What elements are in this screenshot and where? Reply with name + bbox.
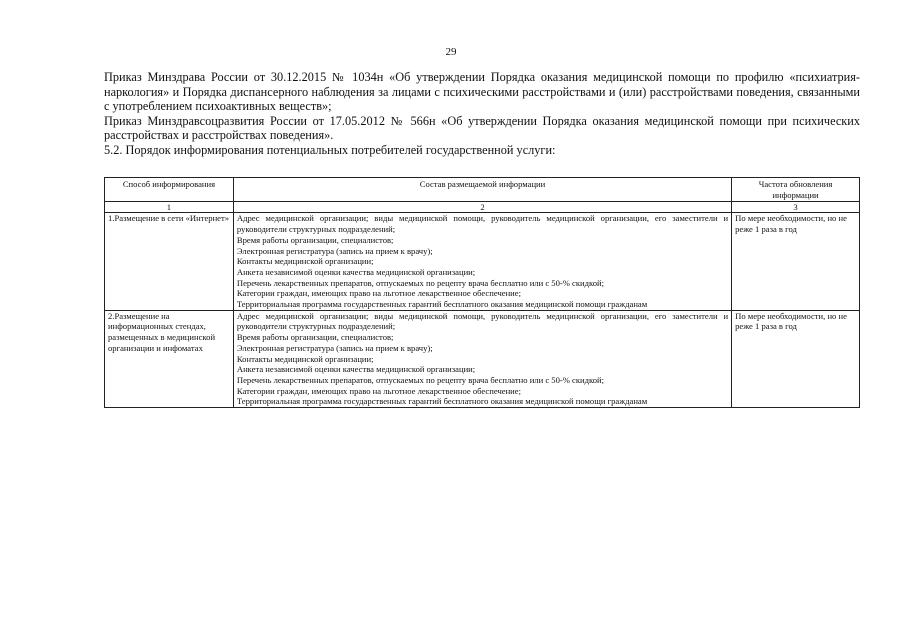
list-item: Контакты медицинской организации; xyxy=(236,256,374,267)
page-number: 29 xyxy=(445,46,457,58)
list-item: Категории граждан, имеющих право на льготное лекарственное обеспечение; xyxy=(236,385,521,396)
list-item: Анкета независимой оценки качества медицинской организации; xyxy=(236,364,476,375)
list-item: Территориальная программа государственных гарантий бесплатного оказания медицинской помощи гражданам xyxy=(236,396,648,407)
content-cell xyxy=(233,310,731,407)
table-row xyxy=(105,213,860,310)
frequency-cell: По мере необходимости, но не реже 1 раза в год xyxy=(732,213,860,310)
content-cell xyxy=(233,213,731,310)
list-item: Адрес медицинской организации; виды медицинской помощи, руководитель медицинской организации, его заместители и руководители структурных подразделений; xyxy=(236,213,729,235)
list-item: Территориальная программа государственных гарантий бесплатного оказания медицинской помощи гражданам xyxy=(236,299,648,310)
list-item: Перечень лекарственных препаратов, отпускаемых по рецепту врача бесплатно или с 50-% скидкой; xyxy=(236,374,605,385)
list-item: Категории граждан, имеющих право на льготное лекарственное обеспечение; xyxy=(236,288,521,299)
table-header-row xyxy=(105,178,860,202)
list-item: Электронная регистратура (запись на прием к врачу); xyxy=(236,342,433,353)
method-cell: 1.Размещение в сети «Интернет» xyxy=(105,213,234,310)
document-body xyxy=(104,70,860,158)
list-item: Перечень лекарственных препаратов, отпускаемых по рецепту врача бесплатно или с 50-% скидкой; xyxy=(236,277,605,288)
header-method: Способ информирования xyxy=(105,178,234,202)
column-number: 3 xyxy=(732,202,860,213)
column-number-row xyxy=(105,202,860,213)
list-item: Адрес медицинской организации; виды медицинской помощи, руководитель медицинской организации, его заместители и руководители структурных подразделений; xyxy=(236,310,729,332)
method-cell: 2.Размещение на информационных стендах, размещенных в медицинской организации и инфоматах xyxy=(105,310,234,407)
header-frequency: Частота обновления информации xyxy=(732,178,860,202)
column-number: 2 xyxy=(233,202,731,213)
informing-procedure-table xyxy=(104,177,860,408)
column-number: 1 xyxy=(105,202,234,213)
order-reference-1034n: Приказ Минздрава России от 30.12.2015 № 1034н «Об утверждении Порядка оказания медицинской помощи по профилю «психиатрия-наркология» и Порядка диспансерного наблюдения за лицами с психическими расстройствами и (или) расстройствами поведения, связанными с употреблением психоактивных веществ»; xyxy=(104,70,860,114)
list-item: Контакты медицинской организации; xyxy=(236,353,374,364)
list-item: Анкета независимой оценки качества медицинской организации; xyxy=(236,266,476,277)
header-content: Состав размещаемой информации xyxy=(233,178,731,202)
order-reference-566n: Приказ Минздравсоцразвития России от 17.05.2012 № 566н «Об утверждении Порядка оказания медицинской помощи при психических расстройствах и расстройствах поведения». xyxy=(104,113,860,143)
table-row xyxy=(105,310,860,407)
list-item: Время работы организации, специалистов; xyxy=(236,234,394,245)
section-heading-5-2: 5.2. Порядок информирования потенциальных потребителей государственной услуги: xyxy=(104,142,556,157)
frequency-cell: По мере необходимости, но не реже 1 раза в год xyxy=(732,310,860,407)
list-item: Электронная регистратура (запись на прием к врачу); xyxy=(236,245,433,256)
list-item: Время работы организации, специалистов; xyxy=(236,332,394,343)
